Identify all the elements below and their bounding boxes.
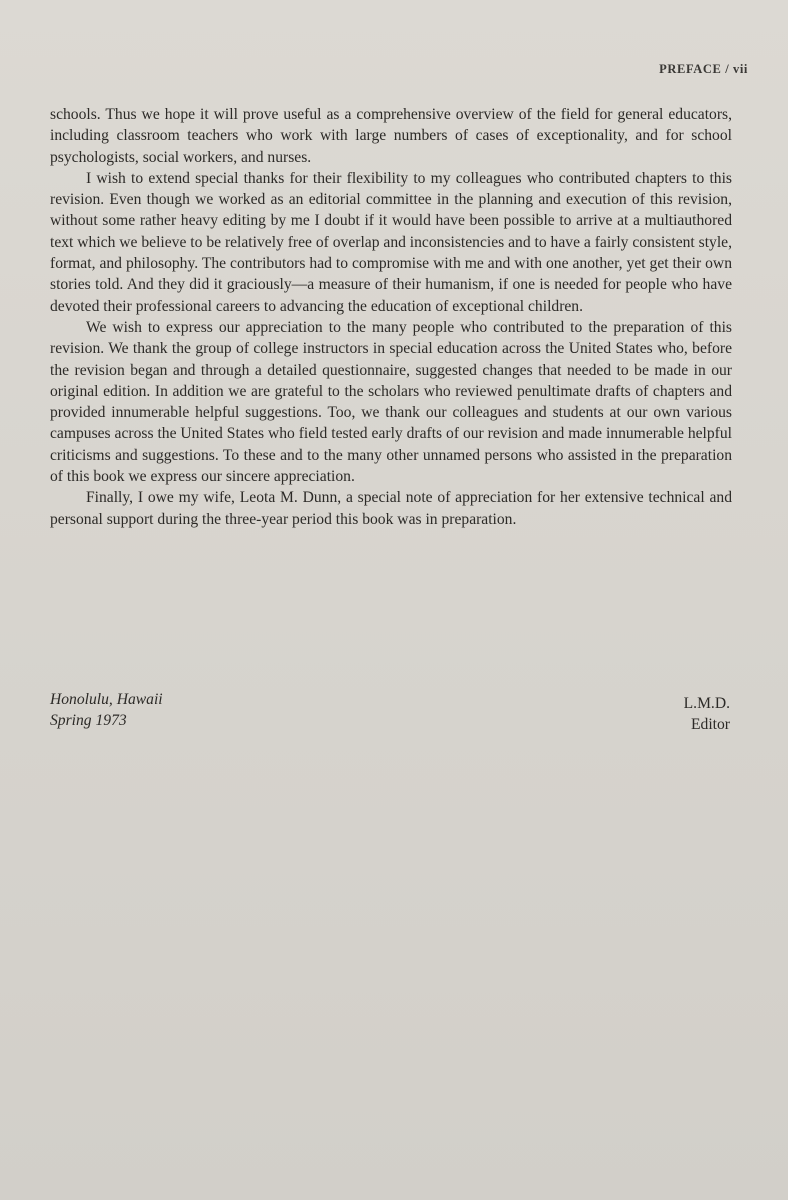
- paragraph-continuation: schools. Thus we hope it will prove useful as a comprehensive overview of the field for general educators, including classroom teachers who work with large numbers of cases of exceptionality, and for school psychologists, social workers, and nurses.: [50, 106, 732, 166]
- paragraph-appreciation: We wish to express our appreciation to the many people who contributed to the preparation of this revision. We thank the group of college instructors in special education across the United States who, before the revision began and through a detailed questionnaire, suggested changes that needed to be made in our original edition. In addition we are grateful to the scholars who reviewed penultimate drafts of chapters and provided innumerable helpful suggestions. Too, we thank our colleagues and students at our own various campuses across the United States who field tested early drafts of our revision and made innumerable helpful criticisms and suggestions. To these and to the many other unnamed persons who assisted in the preparation of this book we express our sincere appreciation.: [50, 318, 732, 486]
- signoff-role: Editor: [691, 716, 730, 734]
- signature: [684, 693, 730, 736]
- signoff-place: Honolulu, Hawaii: [50, 691, 163, 708]
- signoff-initials: L.M.D.: [683, 695, 730, 712]
- paragraph-wife-note: Finally, I owe my wife, Leota M. Dunn, a special note of appreciation for her extensive technical and personal support during the three-year period this book was in preparation.: [50, 489, 732, 528]
- paragraph-thanks-colleagues: I wish to extend special thanks for their flexibility to my colleagues who contributed chapters to this revision. Even though we worked as an editorial committee in the planning and execution of this revision, without some rather heavy editing by me I doubt if it would have been possible to arrive at a multiauthored text which we believe to be relatively free of overlap and inconsistencies and to have a fairly consistent style, format, and philosophy. The contributors had to compromise with me and with one another, yet get their own stories told. And they did it graciously—a measure of their humanism, if one is needed for people who have devoted their professional careers to advancing the education of exceptional children.: [50, 169, 732, 315]
- preface-body: [50, 104, 732, 530]
- running-head: PREFACE / vii: [659, 62, 748, 76]
- place-date: [50, 689, 163, 732]
- signoff-date: Spring 1973: [50, 712, 127, 730]
